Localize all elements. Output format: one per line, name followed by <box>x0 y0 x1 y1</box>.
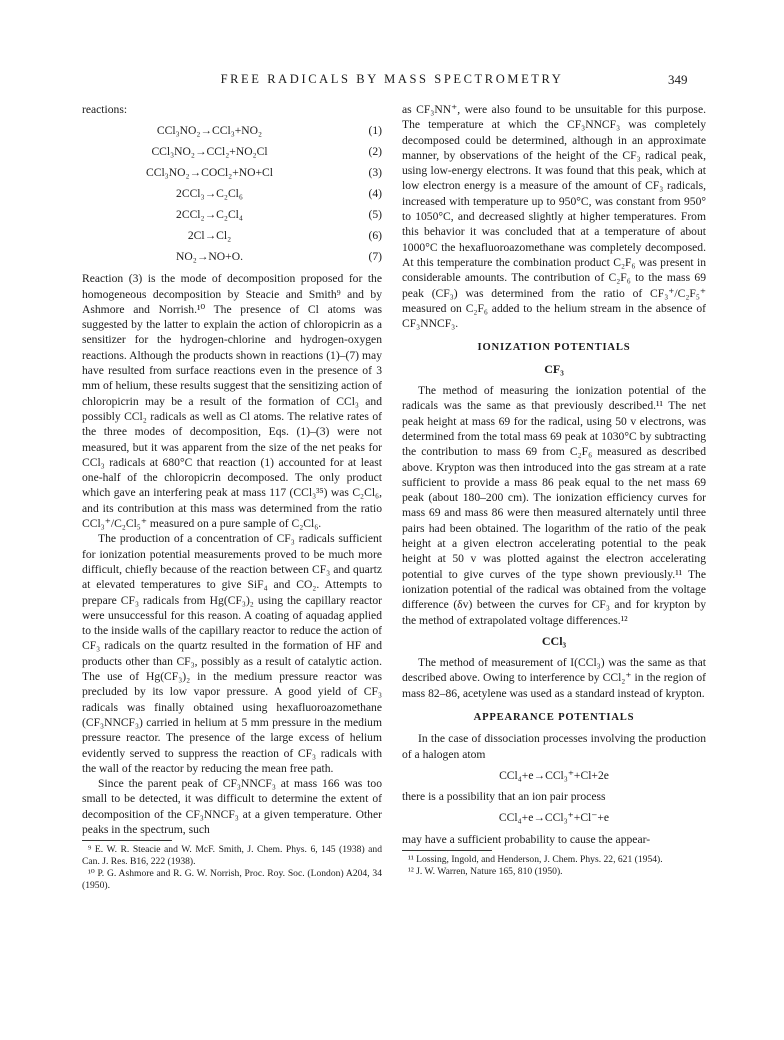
reactions-lead: reactions: <box>82 103 128 116</box>
reaction-equation <box>82 246 382 267</box>
reaction-number: (6) <box>368 229 382 243</box>
running-header-title: FREE RADICALS BY MASS SPECTROMETRY <box>220 72 564 86</box>
body-paragraph: The method of measuring the ionization potential of the radicals was the same as that previously described.¹¹ The net peak height at mass 69 for the radical, using 50 v electrons, was determined from the total mass 69 peak at 1030°C by subtracting the contribution to mass 69 from C₂F₆ measured as described above. Krypton was then introduced into the gas stream at a rate sufficient to provide a mass 86 peak equal to the net mass 69 peak (about 180–200 cm). The ionization efficiency curves for mass 69 and mass 86 were then measured alternately until three pairs had been obtained. The logarithm of the ratio of the peak height at a given electron accelerating potential to the peak height at 50 v was plotted against the electron accelerating potential to give curves of the type shown previously.¹¹ The ionization potential of the radical was obtained from the voltage difference (δv) between the curves for CF₃ and for krypton by the method of extrapolated voltage differences.¹² <box>402 384 706 627</box>
footnote: ¹² J. W. Warren, Nature 165, 810 (1950). <box>408 865 563 877</box>
reaction-formula: CCl₃NO₂→COCl₂+NO+Cl <box>146 166 273 180</box>
body-paragraph: Since the parent peak of CF₃NNCF₃ at mass 166 was too small to be detected, it was difficult to determine the extent of decomposition of the CF₃NNCF₃ at a given temperature. Other peaks in the spectrum, such <box>82 777 382 836</box>
footnote: ¹⁰ P. G. Ashmore and R. G. W. Norrish, Proc. Roy. Soc. (London) A204, 34 (1950). <box>82 867 382 891</box>
body-paragraph: there is a possibility that an ion pair process <box>402 790 606 804</box>
display-equation: CCl₄+e→CCl₃⁺+Cl⁻+e <box>498 811 610 825</box>
footnote: ¹¹ Lossing, Ingold, and Henderson, J. Chem. Phys. 22, 621 (1954). <box>408 854 663 866</box>
subheading-ccl3: CCl₃ <box>541 633 567 648</box>
reaction-equation <box>82 162 382 183</box>
footnote-divider <box>402 850 492 851</box>
reaction-number: (4) <box>368 187 382 201</box>
reaction-list <box>82 120 382 267</box>
reaction-number: (1) <box>368 124 382 138</box>
display-equation: CCl₄+e→CCl₃⁺+Cl+2e <box>499 768 609 782</box>
body-paragraph: The production of a concentration of CF₃ radicals sufficient for ionization potential measurements proved to be much more difficult, chiefly because of the reaction between CF₃ and quartz at elevated temperatures to give SiF₄ and CO₂. Attempts to prepare CF₃ radicals from Hg(CF₃)₂ using the capillary reactor were unsuccessful for this reason. A coating of aquadag applied to the inside walls of the capillary reactor to reduce the action of CF₃ radicals on the quartz resulted in the formation of HF and products other than CF₃, possibly as a result of catalytic action. The use of Hg(CF₃)₂ in the medium pressure reactor was precluded by its low vapor pressure. A good yield of CF₃ radicals was finally obtained using hexafluoroazomethane (CF₃NNCF₃) carried in helium at 5 mm pressure in the medium pressure reactor. The presence of the large excess of helium evidently served to suppress the reaction of CF₃ radicals with the wall of the reactor by reducing the mean free path. <box>82 532 382 775</box>
reaction-equation <box>82 141 382 162</box>
reaction-number: (2) <box>368 145 382 159</box>
reaction-formula: 2CCl₃→C₂Cl₆ <box>176 187 243 201</box>
reaction-number: (3) <box>368 166 382 180</box>
reaction-formula: CCl₃NO₂→CCl₃+NO₂ <box>156 124 263 138</box>
reaction-equation <box>82 120 382 141</box>
section-heading-appearance: APPEARANCE POTENTIALS <box>473 711 635 723</box>
reaction-number: (5) <box>368 208 382 222</box>
right-column <box>402 102 706 878</box>
left-column <box>82 102 382 891</box>
reaction-number: (7) <box>368 250 382 264</box>
reaction-equation <box>82 225 382 246</box>
body-paragraph: Reaction (3) is the mode of decomposition proposed for the homogeneous decomposition by Steacie and Smith⁹ and by Ashmore and Norrish.¹⁰ The presence of Cl atoms was suggested by the latter to explain the action of chloropicrin as a sensitizer for the hydrogen-chlorine and hydrogen-oxygen reactions. Although the products shown in reactions (1)–(7) may have resulted from surface reactions even in the presence of 3 mm of helium, these results suggest that the sensitizing action of chloropicrin may be a result of the formation of CCl₃ and possibly CCl₂ radicals as well as Cl atoms. The relative rates of the three modes of decomposition, Eqs. (1)–(3) were not measured, but it was apparent from the size of the net peaks for CCl₃ radicals at 680°C that reaction (1) accounted for at least one-half of the chloropicrin decomposed. The only product which gave an interfering peak at mass 117 (CCl₃³⁵) was C₂Cl₆, and its contribution at this mass was determined from the ratio CCl₃⁺/C₂Cl₅⁺ measured on a pure sample of C₂Cl₆. <box>82 272 382 531</box>
section-heading-ionization: IONIZATION POTENTIALS <box>477 342 631 354</box>
body-paragraph: as CF₃NN⁺, were also found to be unsuitable for this purpose. The temperature at which the CF₃NNCF₃ was completely decomposed could be determined, although in an approximate manner, by observations of the height of the CF₃ radical peak, using low-energy electrons. It was found that this peak, which at low electron energy is a measure of the amount of CF₃ radicals, increased with temperature up to 950°C, was constant from 950° to 1050°C, and decreased slightly at higher temperatures. From this behavior it was concluded that at a temperature of about 1000°C the hexafluoroazomethane was completely decomposed. At this temperature the combination product C₂F₆ was present in considerable amounts. The contribution of C₂F₆ to the mass 69 peak (CF₃) was determined from the ratio of CF₃⁺/C₂F₅⁺ measured on C₂F₆ added to the helium stream in the absence of CF₃NNCF₃. <box>402 103 706 331</box>
body-paragraph: The method of measurement of I(CCl₃) was the same as that described above. Owing to interference by CCl₂⁺ in the region of mass 82–86, acetylene was used as a standard instead of krypton. <box>402 656 706 700</box>
subheading-cf3: CF₃ <box>544 361 564 376</box>
footnote-divider <box>82 840 172 841</box>
page-number: 349 <box>668 72 688 87</box>
reaction-formula: 2CCl₂→C₂Cl₄ <box>176 208 243 222</box>
reaction-equation <box>82 183 382 204</box>
footnotes-right <box>402 854 706 878</box>
body-paragraph: may have a sufficient probability to cause the appear- <box>402 832 651 846</box>
body-paragraph: In the case of dissociation processes involving the production of a halogen atom <box>402 732 706 761</box>
reaction-formula: NO₂→NO+O. <box>176 250 243 264</box>
reaction-equation <box>82 204 382 225</box>
footnote: ⁹ E. W. R. Steacie and W. McF. Smith, J. Chem. Phys. 6, 145 (1938) and Can. J. Res. B16, 222 (1938). <box>82 844 382 868</box>
reaction-formula: 2Cl→Cl₂ <box>187 229 232 243</box>
reaction-formula: CCl₃NO₂→CCl₂+NO₂Cl <box>151 145 268 159</box>
footnotes-left <box>82 844 382 891</box>
